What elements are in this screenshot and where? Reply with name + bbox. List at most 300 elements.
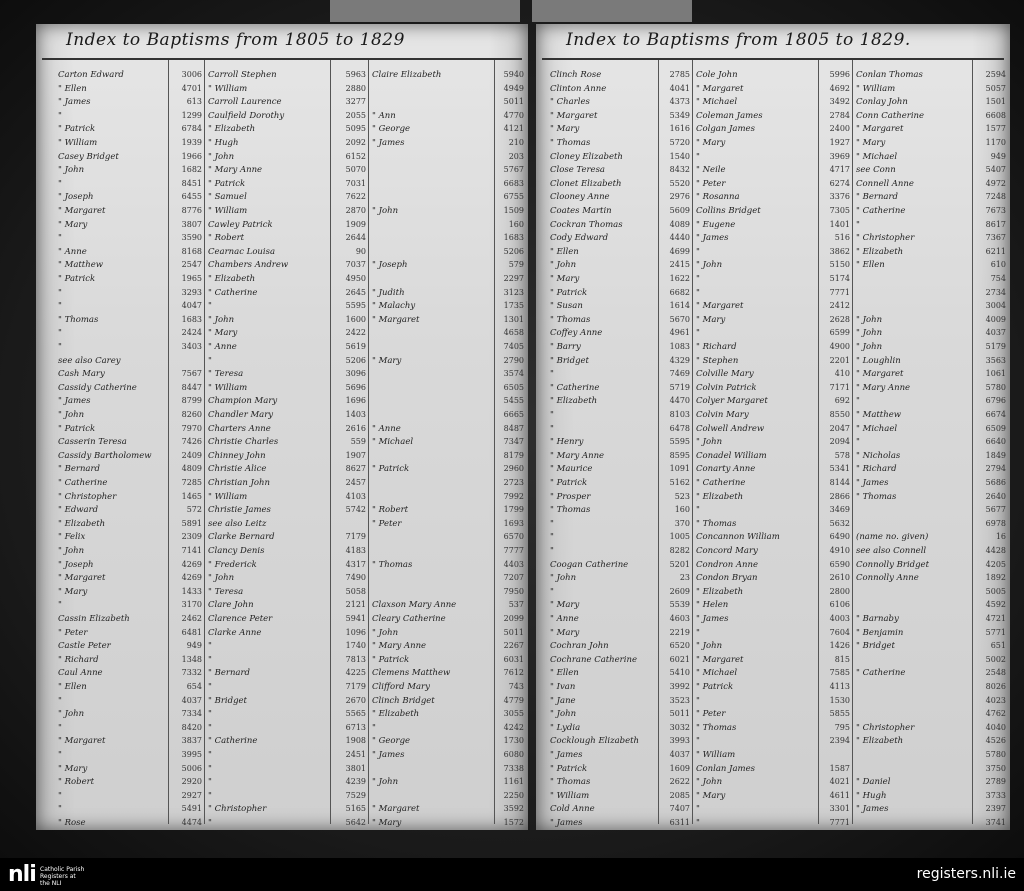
entry-number: 8260 (181, 410, 202, 419)
entry-number: 8776 (181, 206, 202, 215)
footer-bar (0, 858, 1024, 891)
entry-number: 5670 (669, 314, 690, 324)
entry-name: " John (208, 151, 235, 162)
entry-number: 4003 (829, 614, 850, 623)
entry-number: 160 (508, 219, 524, 229)
entry-name: " (856, 396, 860, 407)
entry-number: 3055 (503, 709, 524, 719)
register-row (36, 492, 528, 505)
entry-number: 5349 (669, 110, 690, 120)
entry-number: 6755 (503, 192, 524, 202)
entry-number: 1301 (503, 314, 524, 324)
entry-number: 2734 (985, 287, 1006, 297)
entry-number: 2099 (503, 614, 524, 623)
entry-name: " John (856, 328, 883, 339)
entry-name: " Prosper (550, 491, 591, 502)
register-row (536, 97, 1010, 110)
entry-name: " Joseph (372, 260, 408, 271)
entry-number: 6490 (829, 532, 850, 542)
entry-number: 6031 (503, 654, 524, 664)
entry-name: " Mary (550, 600, 580, 611)
entry-number: 4692 (829, 83, 850, 93)
entry-number: 4373 (669, 97, 690, 107)
entry-number: 3523 (669, 695, 690, 705)
entry-number: 3993 (669, 736, 690, 746)
entry-name: Conlan Thomas (856, 70, 923, 80)
entry-name: " (550, 546, 554, 556)
entry-name: " Thomas (856, 491, 897, 502)
entry-number: 7347 (503, 437, 524, 447)
entry-name: " Teresa (208, 369, 244, 380)
entry-number: 4021 (829, 777, 850, 787)
entry-number: 1577 (985, 124, 1006, 134)
entry-name: " (208, 301, 212, 312)
register-row (36, 260, 528, 273)
entry-name: " Christopher (208, 804, 267, 815)
entry-name: " (696, 804, 700, 815)
entry-number: 5005 (985, 586, 1006, 596)
entry-name: " (208, 654, 212, 665)
register-row (536, 233, 1010, 246)
entry-name: " Catherine (696, 478, 746, 488)
register-row (36, 206, 528, 219)
register-row (36, 396, 528, 409)
entry-number: 5780 (985, 750, 1006, 759)
entry-name: " Matthew (58, 260, 103, 271)
entry-name: " Thomas (696, 518, 737, 529)
register-row (536, 519, 1010, 532)
entry-name: " John (696, 437, 723, 448)
entry-number: 572 (186, 505, 202, 515)
entry-number: 3969 (829, 151, 850, 161)
register-row (536, 587, 1010, 600)
register-row (536, 546, 1010, 559)
entry-number: 1509 (503, 206, 524, 215)
entry-number: 6152 (345, 151, 366, 161)
entry-number: 3492 (829, 97, 850, 107)
entry-name: " Samuel (208, 192, 247, 203)
entry-name: " (58, 804, 62, 815)
entry-number: 6978 (985, 518, 1006, 528)
entry-number: 4717 (829, 165, 850, 175)
entry-number: 7179 (345, 532, 366, 542)
entry-name: Cochrane Catherine (550, 654, 637, 665)
entry-number: 2723 (503, 478, 524, 487)
entry-number: 2397 (985, 804, 1006, 814)
entry-name: " James (856, 478, 889, 488)
entry-number: 6505 (503, 382, 524, 392)
entry-name: " William (208, 206, 248, 216)
entry-number: 6683 (503, 178, 524, 188)
register-row (536, 641, 1010, 654)
nli-logo[interactable]: nli (8, 862, 36, 887)
entry-number: 2870 (345, 206, 366, 215)
entry-name: " John (696, 260, 723, 271)
entry-number: 4910 (829, 546, 850, 555)
entry-number: 4037 (985, 328, 1006, 338)
entry-number: 2866 (829, 491, 850, 501)
entry-number: 16 (995, 532, 1006, 542)
register-row (36, 641, 528, 654)
entry-name: " Michael (696, 97, 738, 108)
entry-name: " Margaret (58, 206, 106, 216)
entry-name: " Margaret (372, 314, 420, 325)
entry-name: Cold Anne (550, 804, 595, 815)
entry-number: 5165 (345, 804, 366, 814)
entry-number: 7332 (181, 668, 202, 678)
entry-number: 5011 (669, 709, 690, 719)
entry-number: 579 (508, 260, 524, 270)
register-row (36, 288, 528, 301)
register-row (536, 260, 1010, 273)
entry-name: " Elizabeth (856, 736, 904, 747)
entry-number: 5002 (985, 654, 1006, 664)
entry-name: " Daniel (856, 777, 891, 788)
entry-name: " Teresa (208, 586, 244, 597)
register-row (536, 709, 1010, 722)
entry-number: 2092 (345, 138, 366, 147)
entry-name: " John (208, 314, 235, 325)
entry-number: 2085 (669, 790, 690, 800)
entry-number: 2622 (669, 777, 690, 787)
register-row (36, 600, 528, 613)
register-row (36, 383, 528, 396)
entry-number: 516 (834, 233, 850, 243)
entry-name: " Richard (696, 342, 737, 352)
entry-number: 370 (674, 518, 690, 528)
entry-number: 2309 (181, 532, 202, 542)
register-row (536, 383, 1010, 396)
entry-name: " Mary (58, 586, 88, 597)
entry-number: 1908 (345, 736, 366, 746)
entry-number: 2297 (503, 274, 524, 283)
entry-number: 1740 (345, 641, 366, 651)
entry-name: " James (372, 750, 405, 760)
entry-name: Christian John (208, 478, 270, 488)
entry-number: 5410 (669, 668, 690, 678)
entry-number: 4009 (985, 314, 1006, 324)
entry-name: Colville Mary (696, 369, 754, 380)
entry-number: 4611 (829, 790, 850, 800)
entry-number: 2789 (985, 777, 1006, 787)
entry-name: " Patrick (372, 654, 410, 665)
entry-name: " (208, 709, 212, 720)
entry-number: 6640 (985, 437, 1006, 447)
register-row (536, 274, 1010, 287)
entry-name: " John (696, 777, 723, 788)
entry-number: 4949 (503, 83, 524, 93)
entry-number: 1083 (669, 342, 690, 351)
entry-number: 2785 (669, 70, 690, 79)
entry-number: 5963 (345, 70, 366, 79)
entry-name: Coleman James (696, 110, 763, 121)
entry-name: " Bridget (208, 695, 247, 706)
register-row (36, 410, 528, 423)
register-row (536, 328, 1010, 341)
entry-name: " George (372, 124, 411, 135)
entry-name: " Margaret (372, 804, 420, 815)
entry-number: 1892 (985, 573, 1006, 583)
entry-name: " Malachy (372, 301, 416, 312)
entry-number: 5206 (345, 355, 366, 365)
entry-name: " Barry (550, 342, 581, 352)
entry-number: 2976 (669, 192, 690, 202)
entry-number: 1614 (669, 301, 690, 311)
entry-number: 7407 (669, 804, 690, 814)
entry-name: " (696, 328, 700, 339)
logo-sub-line: the NLI (40, 880, 62, 887)
entry-name: Clarke Bernard (208, 532, 275, 543)
entry-number: 1622 (669, 274, 690, 283)
entry-number: 3170 (181, 600, 202, 610)
entry-name: Christie Alice (208, 464, 267, 475)
entry-number: 8144 (829, 478, 850, 487)
entry-name: " (856, 437, 860, 448)
register-row (36, 696, 528, 709)
entry-number: 5006 (181, 763, 202, 773)
entry-name: " William (208, 382, 248, 393)
entry-number: 6608 (985, 110, 1006, 120)
entry-number: 2927 (181, 790, 202, 800)
entry-number: 7285 (181, 478, 202, 487)
entry-number: 4242 (503, 722, 524, 732)
entry-number: 4762 (985, 709, 1006, 719)
entry-number: 578 (834, 450, 850, 460)
entry-name: " (208, 818, 212, 828)
entry-number: 2645 (345, 287, 366, 297)
register-row (36, 437, 528, 450)
entry-number: 1096 (345, 627, 366, 637)
entry-name: " Patrick (550, 287, 588, 298)
register-row (36, 315, 528, 328)
register-row (36, 682, 528, 695)
entry-number: 1730 (503, 736, 524, 746)
register-row (36, 750, 528, 763)
entry-name: " James (550, 818, 583, 828)
entry-name: " Mary (208, 328, 238, 339)
entry-name: Caulfield Dorothy (208, 110, 285, 121)
entry-name: " Joseph (58, 559, 94, 570)
entry-name: " (208, 790, 212, 801)
entry-number: 1433 (181, 586, 202, 596)
register-row (36, 424, 528, 437)
entry-number: 6106 (829, 600, 850, 610)
register-row (36, 464, 528, 477)
entry-name: " Ellen (856, 260, 885, 271)
entry-name: " James (696, 233, 729, 244)
entry-number: 1530 (829, 695, 850, 705)
entry-number: 6599 (829, 328, 850, 338)
entry-number: 2451 (345, 750, 366, 759)
entry-number: 7777 (503, 546, 524, 555)
entry-number: 8799 (181, 396, 202, 406)
entry-number: 4701 (181, 83, 202, 93)
entry-number: 3004 (985, 301, 1006, 311)
register-row (36, 791, 528, 804)
register-row (536, 220, 1010, 233)
entry-name: " Margaret (696, 301, 744, 312)
entry-number: 2394 (829, 736, 850, 746)
entry-name: " Ann (372, 110, 396, 121)
entry-number: 23 (679, 573, 690, 583)
entry-number: 8451 (181, 178, 202, 188)
entry-name: " Frederick (208, 559, 257, 570)
registers-site-link[interactable]: registers.nli.ie (916, 866, 1016, 882)
entry-number: 5341 (829, 464, 850, 474)
entry-name: " Catherine (856, 668, 906, 679)
register-row (536, 600, 1010, 613)
entry-name: " (208, 750, 212, 760)
entry-number: 3995 (181, 750, 202, 759)
entry-number: 5996 (829, 70, 850, 79)
entry-name: " Joseph (58, 192, 94, 203)
entry-name: " (58, 722, 62, 733)
entry-name: Chandler Mary (208, 410, 274, 420)
entry-number: 8282 (669, 546, 690, 555)
entry-name: " Mary Anne (372, 641, 427, 652)
entry-name: " (58, 600, 62, 611)
entry-name: (name no. given) (856, 532, 929, 543)
entry-name: " Bridget (550, 355, 589, 366)
entry-number: 5719 (669, 382, 690, 392)
register-row (536, 342, 1010, 355)
register-row (36, 328, 528, 341)
entry-number: 3403 (181, 342, 202, 351)
register-row (36, 560, 528, 573)
entry-name: " James (372, 138, 405, 148)
entry-name: " Catherine (208, 287, 258, 298)
entry-number: 410 (834, 369, 850, 379)
entry-name: " William (550, 790, 590, 801)
register-row (536, 682, 1010, 695)
entry-number: 7426 (181, 437, 202, 447)
entry-number: 4440 (669, 233, 690, 243)
entry-number: 5780 (985, 382, 1006, 392)
entry-number: 3469 (829, 505, 850, 515)
entry-name: Cleary Catherine (372, 614, 446, 624)
entry-name: " Anne (550, 614, 579, 624)
entry-name: " James (856, 804, 889, 815)
entry-number: 2610 (829, 573, 850, 583)
entry-name: " (696, 505, 700, 516)
logo-sub-line: Catholic Parish (40, 866, 85, 873)
register-row (536, 668, 1010, 681)
entry-number: 4699 (669, 246, 690, 256)
entry-name: " John (550, 709, 577, 720)
entry-number: 160 (674, 505, 690, 515)
entry-number: 2548 (985, 668, 1006, 678)
register-row (536, 124, 1010, 137)
entry-number: 5162 (669, 478, 690, 487)
entry-name: " William (696, 750, 736, 760)
entry-number: 7490 (345, 573, 366, 583)
entry-number: 2670 (345, 695, 366, 705)
entry-name: " Michael (856, 423, 898, 434)
entry-number: 7207 (503, 573, 524, 583)
register-row (36, 546, 528, 559)
entry-number: 6481 (181, 627, 202, 637)
register-row (536, 696, 1010, 709)
entry-number: 7037 (345, 260, 366, 270)
entry-number: 4470 (669, 396, 690, 406)
entry-name: " Margaret (58, 736, 106, 747)
entry-name: Colwell Andrew (696, 423, 765, 434)
entry-name: " Hugh (856, 790, 887, 801)
entry-number: 4770 (503, 110, 524, 120)
entry-name: Conarty Anne (696, 464, 756, 475)
entry-name: " Thomas (372, 559, 413, 570)
entry-name: " Margaret (696, 654, 744, 665)
entry-name: " (58, 287, 62, 298)
entry-name: Clarke Anne (208, 627, 262, 638)
entry-name: " Loughlin (856, 355, 901, 366)
entry-number: 1170 (985, 138, 1006, 147)
entry-name: " Catherine (550, 382, 600, 393)
entry-number: 4592 (985, 600, 1006, 610)
entry-name: " Patrick (58, 124, 96, 135)
entry-number: 2784 (829, 110, 850, 120)
entry-number: 7771 (829, 287, 850, 297)
register-row (36, 70, 528, 83)
entry-name: " (58, 790, 62, 801)
entry-name: see Conn (856, 165, 896, 176)
register-row (536, 560, 1010, 573)
register-row (36, 138, 528, 151)
register-row (36, 709, 528, 722)
entry-name: Colyer Margaret (696, 396, 768, 407)
entry-name: " Matthew (856, 410, 901, 420)
entry-number: 2267 (503, 641, 524, 651)
entry-number: 1600 (345, 314, 366, 324)
register-row (536, 369, 1010, 382)
binding-strip-left (330, 0, 520, 22)
entry-number: 3096 (345, 369, 366, 379)
entry-number: 4205 (985, 559, 1006, 569)
entry-name: Clinch Rose (550, 70, 602, 80)
entry-name: Cassin Elizabeth (58, 614, 130, 624)
nli-logo-subtitle (40, 866, 84, 887)
entry-number: 1587 (829, 763, 850, 773)
entry-number: 6478 (669, 423, 690, 433)
register-row (36, 233, 528, 246)
entry-number: 7622 (345, 192, 366, 202)
entry-number: 7813 (345, 654, 366, 664)
register-row (36, 532, 528, 545)
entry-number: 3862 (829, 246, 850, 256)
entry-number: 651 (990, 641, 1006, 651)
entry-name: " Patrick (696, 682, 734, 692)
entry-name: " John (856, 314, 883, 325)
entry-name: " Neile (696, 165, 726, 176)
entry-number: 5174 (829, 274, 850, 283)
entry-name: " Thomas (550, 138, 591, 148)
entry-number: 654 (186, 682, 202, 691)
entry-number: 3032 (669, 722, 690, 732)
entry-number: 2201 (829, 355, 850, 365)
entry-number: 537 (508, 600, 524, 610)
entry-number: 7179 (345, 682, 366, 691)
entry-number: 6080 (503, 750, 524, 759)
entry-number: 5609 (669, 206, 690, 215)
entry-name: " Margaret (856, 124, 904, 135)
entry-number: 4103 (345, 491, 366, 501)
register-row (36, 274, 528, 287)
entry-number: 4047 (181, 301, 202, 311)
entry-name: Coates Martin (550, 206, 612, 216)
entry-name: " John (58, 546, 85, 556)
entry-name: Concord Mary (696, 546, 758, 556)
register-row (36, 369, 528, 382)
